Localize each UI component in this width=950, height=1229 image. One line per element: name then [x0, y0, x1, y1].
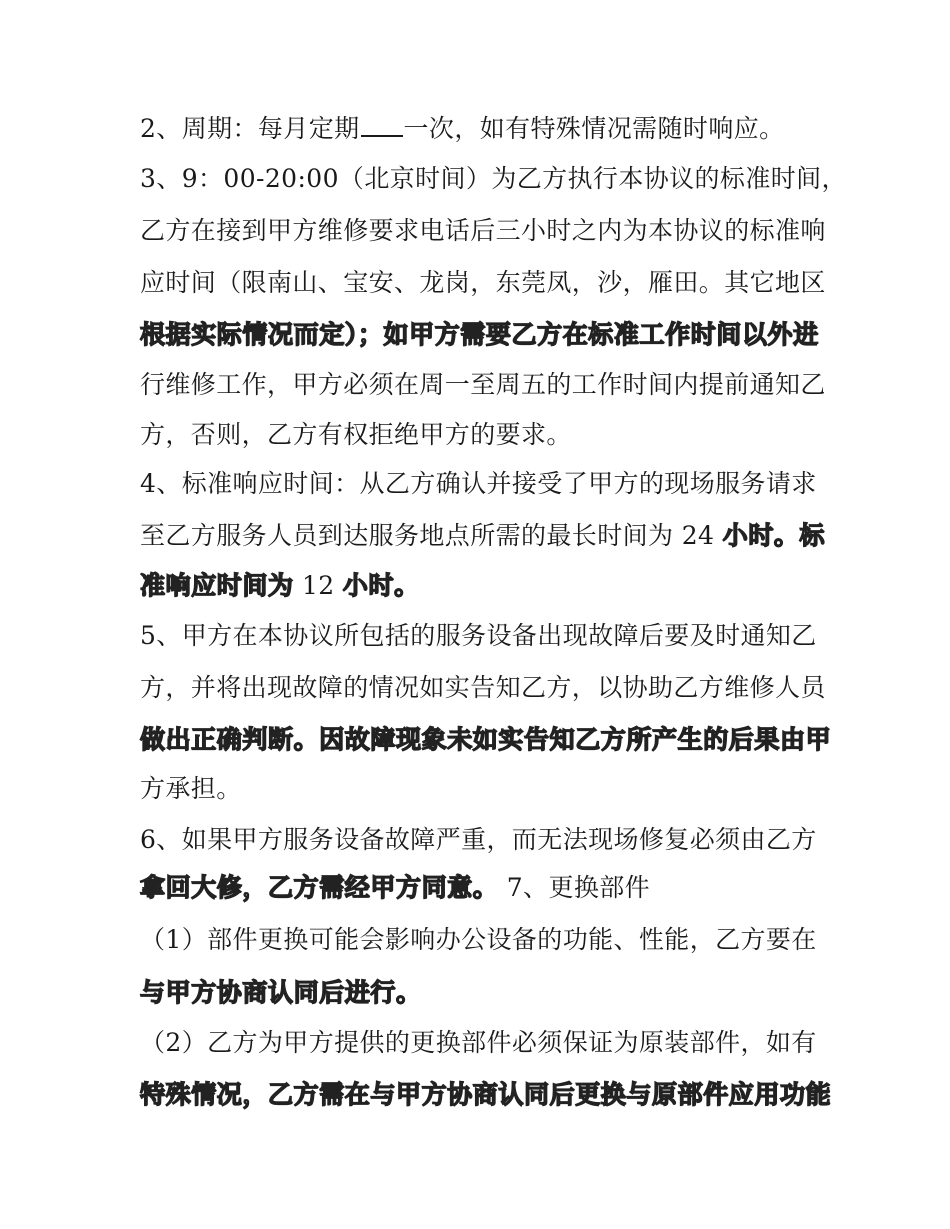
text-line-cycle — [140, 114, 785, 144]
text-line: 方，并将出现故障的情况如实告知乙方，以协助乙方维修人员 — [140, 673, 826, 702]
text-segment: 至乙方服务人员到达服务地点所需的最长时间为 24 — [140, 521, 723, 550]
text-line: （2）乙方为甲方提供的更换部件必须保证为原装部件，如有 — [140, 1028, 817, 1057]
text-line: （1）部件更换可能会影响办公设备的功能、性能，乙方要在 — [140, 925, 817, 954]
text-segment-outlined: 小时。 — [342, 571, 420, 600]
text-segment: 2、周期：每月定期 — [140, 114, 360, 143]
text-segment: 7、更换部件 — [498, 873, 651, 902]
text-segment-outlined: 拿回大修，乙方需经甲方同意。 — [140, 873, 499, 902]
text-line: 行维修工作，甲方必须在周一至周五的工作时间内提前通知乙 — [140, 370, 826, 399]
text-line: 方承担。 — [140, 774, 242, 803]
text-line-mixed — [140, 873, 650, 903]
text-line-mixed — [140, 521, 825, 551]
text-segment-outlined: 小时。标 — [722, 521, 826, 550]
text-line: 4、标准响应时间：从乙方确认并接受了甲方的现场服务请求 — [140, 469, 817, 498]
text-line-outlined: 与甲方协商认同后进行。 — [140, 978, 422, 1007]
text-line: 5、甲方在本协议所包括的服务设备出现故障后要及时通知乙 — [140, 621, 817, 650]
text-line-outlined: 特殊情况，乙方需在与甲方协商认同后更换与原部件应用功能 — [140, 1080, 832, 1109]
text-line: 3、9：00-20:00（北京时间）为乙方执行本协议的标准时间， — [140, 164, 847, 193]
text-line: 应时间（限南山、宝安、龙岗，东莞凤，沙，雁田。其它地区 — [140, 268, 826, 297]
text-line-outlined: 根据实际情况而定）；如甲方需要乙方在标准工作时间以外进 — [140, 320, 819, 349]
text-line-outlined: 做出正确判断。因故障现象未如实告知乙方所产生的后果由甲 — [140, 725, 832, 754]
text-segment: 一次，如有特殊情况需随时响应。 — [403, 114, 785, 143]
text-line: 乙方在接到甲方维修要求电话后三小时之内为本协议的标准响 — [140, 216, 826, 245]
text-segment: 12 — [293, 571, 343, 600]
fill-in-blank — [361, 115, 403, 137]
text-line: 方，否则，乙方有权拒绝甲方的要求。 — [140, 420, 572, 449]
text-segment-outlined: 准响应时间为 — [140, 571, 294, 600]
text-line-mixed — [140, 571, 420, 601]
text-line: 6、如果甲方服务设备故障严重，而无法现场修复必须由乙方 — [140, 825, 817, 854]
